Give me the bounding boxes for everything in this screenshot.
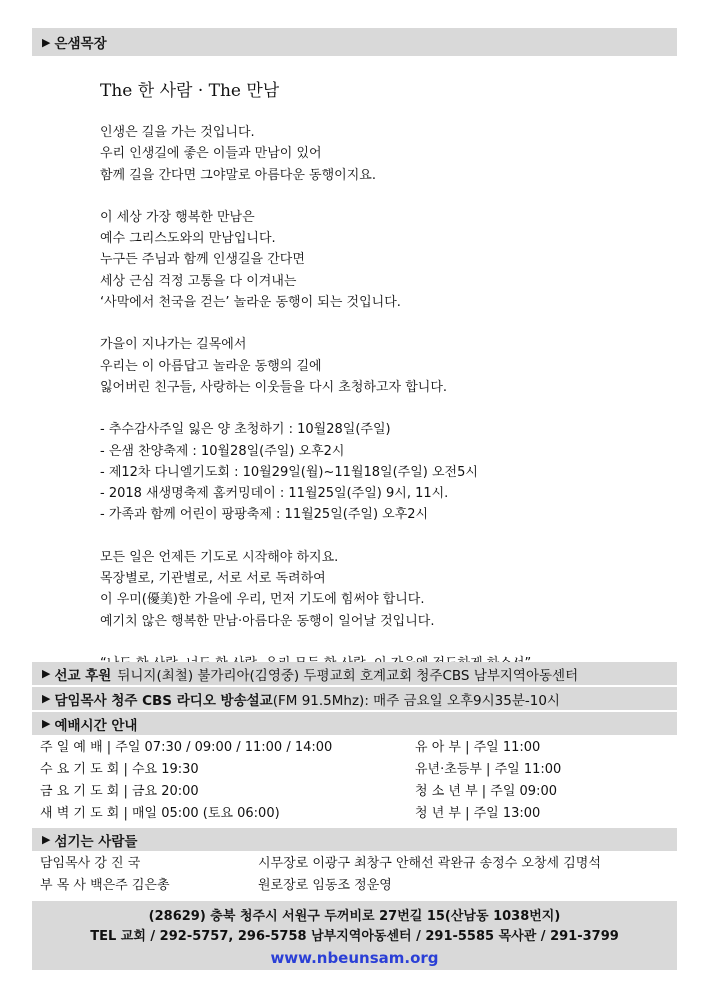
church-address: (28629) 충북 청주시 서원구 두꺼비로 27번길 15(산남동 1038번지) [148,909,561,924]
event-item: - 가족과 함께 어린이 팡팡축제 : 11월25일(주일) 오후2시 [100,507,429,523]
schedule-row: 새 벽 기 도 회 | 매일 05:00 (토요 06:00) [40,806,280,821]
text-line: 목장별로, 기관별로, 서로 서로 독려하여 [100,571,326,587]
paragraph [100,547,660,632]
worship-schedule-left [40,737,332,825]
arrow-icon: ▶ [42,692,51,705]
section-header-servers [32,828,677,851]
schedule-row: 금 요 기 도 회 | 금요 20:00 [40,784,199,799]
event-list [100,419,660,525]
text-line: 예수 그리스도와의 만남입니다. [100,231,276,247]
event-item: - 제12차 다니엘기도회 : 10월29일(월)~11월18일(주일) 오전5시 [100,464,478,480]
event-item: - 2018 새생명축제 홈커밍데이 : 11월25일(주일) 9시, 11시. [100,486,449,502]
server-row: 원로장로 임동조 정운영 [258,878,392,893]
event-item: - 추수감사주일 잃은 양 초청하기 : 10월28일(주일) [100,422,391,438]
section-title: 은샘목장 [54,36,107,52]
article-title: The 한 사람 · The 만남 [100,81,280,101]
church-phones: TEL 교회 / 292-5757, 296-5758 남부지역아동센터 / 291-5585 목사관 / 291-3799 [90,929,619,944]
text-line: 누구든 주님과 함께 인생길을 간다면 [100,252,305,268]
text-line: 함께 길을 간다면 그야말로 아름다운 동행이지요. [100,167,376,183]
event-item: - 은샘 찬양축제 : 10월28일(주일) 오후2시 [100,443,345,459]
text-line: 예기치 않은 행복한 만남·아름다운 동행이 일어날 것입니다. [100,613,435,629]
broadcast-text: (FM 91.5Mhz): 매주 금요일 오후9시35분-10시 [272,692,560,709]
text-line: 인생은 길을 가는 것입니다. [100,125,255,140]
servers-right [258,853,601,897]
worship-title: 예배시간 안내 [54,717,138,734]
text-line: 모든 일은 언제든 기도로 시작해야 하지요. [100,549,339,565]
schedule-row: 유년·초등부 | 주일 11:00 [415,762,562,777]
section-header-sponsor [32,662,677,685]
arrow-icon: ▶ [42,833,51,846]
schedule-row: 수 요 기 도 회 | 수요 19:30 [40,762,199,777]
paragraph [100,122,660,186]
servers-left [40,853,170,897]
servers-title: 섬기는 사람들 [54,833,138,850]
section-header-worship [32,712,677,735]
paragraph [100,334,660,398]
schedule-row: 주 일 예 배 | 주일 07:30 / 09:00 / 11:00 / 14:00 [40,740,333,755]
section-header-eunsam [32,28,677,56]
text-line: ‘사막에서 천국을 걷는’ 놀라운 동행이 되는 것입니다. [100,295,401,311]
server-row: 담임목사 강 진 국 [40,856,141,871]
text-line: 이 세상 가장 행복한 만남은 [100,209,255,225]
arrow-icon: ▶ [42,35,51,49]
schedule-row: 청 소 년 부 | 주일 09:00 [415,784,557,799]
text-line: 우리 인생길에 좋은 이들과 만남이 있어 [100,146,322,162]
paragraph [100,207,660,313]
text-line: 이 우미(優美)한 가을에 우리, 먼저 기도에 힘써야 합니다. [100,592,425,608]
text-line: 세상 근심 걱정 고통을 다 이겨내는 [100,273,297,289]
worship-schedule-right [415,737,561,825]
schedule-row: 청 년 부 | 주일 13:00 [415,806,541,821]
footer [32,901,677,970]
arrow-icon: ▶ [42,717,51,730]
sponsor-text: 뒤니지(최철) 불가리아(김영중) 두평교회 호계교회 청주CBS 남부지역아동센터 [117,667,579,684]
schedule-row: 유 아 부 | 주일 11:00 [415,740,541,755]
text-line: 가을이 지나가는 길목에서 [100,337,247,353]
text-line: 잃어버린 친구들, 사랑하는 이웃들을 다시 초청하고자 합니다. [100,379,448,395]
text-line: 우리는 이 아름답고 놀라운 동행의 길에 [100,358,322,374]
sponsor-title: 선교 후원 [54,667,112,684]
arrow-icon: ▶ [42,667,51,680]
broadcast-title: 담임목사 청주 CBS 라디오 방송설교 [54,692,273,709]
server-row: 시무장로 이광구 최창구 안해선 곽완규 송정수 오창세 김명석 [258,856,601,871]
website-link[interactable]: www.nbeunsam.org [270,949,439,967]
article-body [100,122,660,674]
server-row: 부 목 사 백은주 김은총 [40,878,170,893]
section-header-broadcast [32,687,677,710]
